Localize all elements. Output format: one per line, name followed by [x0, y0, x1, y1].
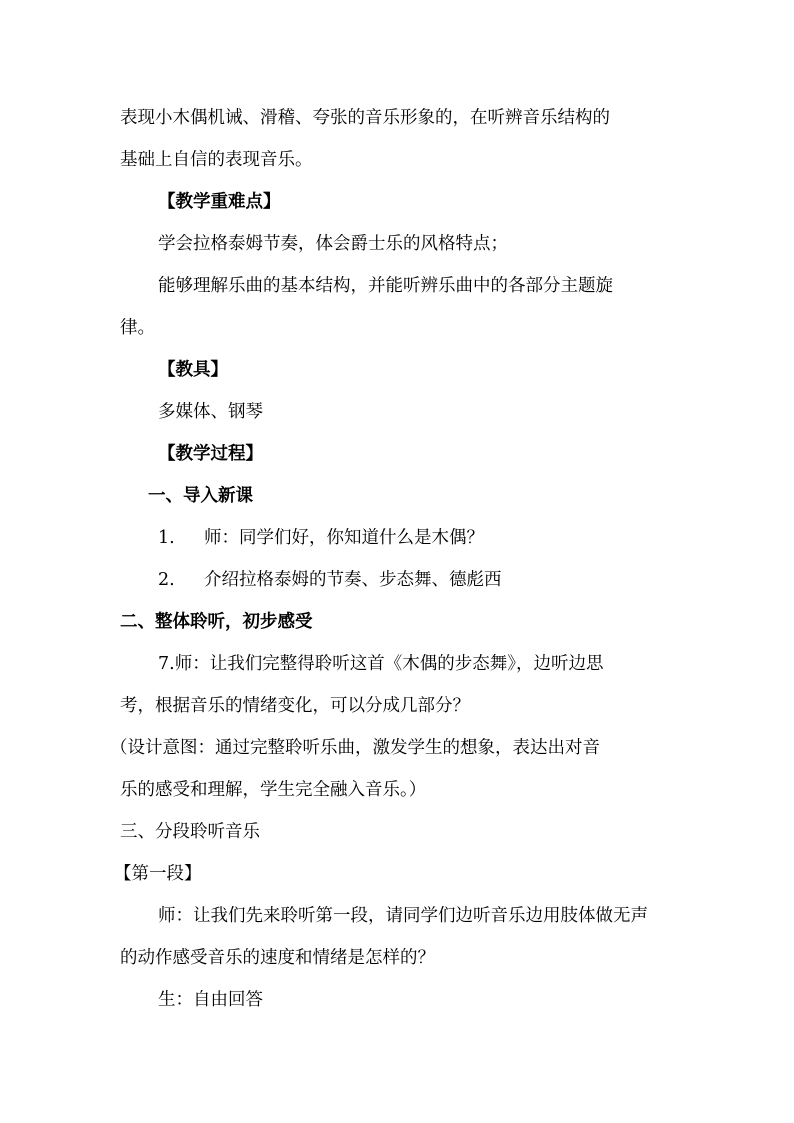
list-item — [158, 568, 502, 592]
list-item-text: 介绍拉格泰姆的节奏、步态舞、德彪西 — [204, 570, 502, 590]
section-3-subheading: 【第一段】 — [114, 864, 202, 884]
process-heading: 【教学过程】 — [158, 444, 263, 464]
list-item-number: 2. — [158, 570, 175, 590]
tools-heading: 【教具】 — [158, 360, 228, 380]
intro-line-2: 基础上自信的表现音乐。 — [120, 150, 313, 170]
design-intent-line-2: 乐的感受和理解，学生完全融入音乐。） — [120, 780, 427, 800]
student-answer: 生：自由回答 — [158, 990, 263, 1010]
key-point-1: 学会拉格泰姆节奏，体会爵士乐的风格特点； — [158, 234, 508, 254]
key-point-2-line-2: 律。 — [120, 318, 155, 338]
section-1-title: 一、导入新课 — [148, 486, 253, 506]
section-2-title: 二、整体聆听，初步感受 — [120, 612, 313, 632]
list-item-text: 师：同学们好，你知道什么是木偶？ — [204, 528, 484, 548]
key-point-2-line-1: 能够理解乐曲的基本结构，并能听辨乐曲中的各部分主题旋 — [158, 276, 613, 296]
intro-line-1: 表现小木偶机诫、滑稽、夸张的音乐形象的，在听辨音乐结构的 — [120, 108, 610, 128]
section-2-para-line-2: 考，根据音乐的情绪变化，可以分成几部分？ — [120, 696, 470, 716]
list-item-number: 1. — [158, 528, 175, 548]
section-3-title: 三、分段聆听音乐 — [120, 822, 260, 842]
section-3-para-line-1: 师：让我们先来聆听第一段，请同学们边听音乐边用肢体做无声 — [158, 906, 648, 926]
design-intent-line-1: （设计意图：通过完整聆听乐曲，激发学生的想象，表达出对音 — [110, 738, 600, 758]
key-points-heading: 【教学重难点】 — [158, 192, 281, 212]
section-2-para-line-1: 7.师：让我们完整得聆听这首《木偶的步态舞》，边听边思 — [158, 654, 604, 674]
section-3-para-line-2: 的动作感受音乐的速度和情绪是怎样的？ — [120, 948, 435, 968]
tools-text: 多媒体、钢琴 — [158, 402, 263, 422]
list-item — [158, 526, 484, 550]
